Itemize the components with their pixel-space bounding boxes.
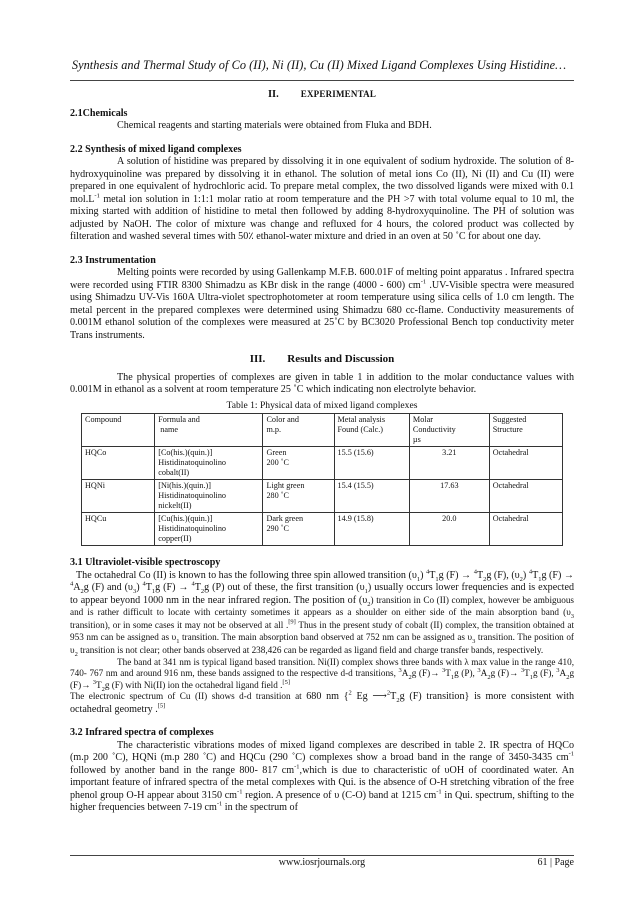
heading-synthesis: 2.2 Synthesis of mixed ligand complexes bbox=[70, 143, 242, 155]
table-row: HQCo [Co(his.)(quin.)] Histidinatoquinolino cobalt(II) Green 200 ˚C 15.5 (15.6) 3.21 Octahedral bbox=[82, 447, 563, 480]
paragraph-chemicals: Chemical reagents and starting materials were obtained from Fluka and BDH. bbox=[117, 120, 432, 131]
table-header-row bbox=[82, 414, 563, 447]
page-number: 61 | Page bbox=[537, 857, 574, 868]
physical-data-table bbox=[81, 413, 563, 546]
header-rule bbox=[70, 80, 574, 81]
heading-instrumentation: 2.3 Instrumentation bbox=[70, 254, 156, 266]
section-title-text: Results and Discussion bbox=[287, 353, 395, 365]
section-title-text: EXPERIMENTAL bbox=[300, 89, 377, 99]
section-number: II. bbox=[267, 89, 279, 100]
header-cell: Formula and name bbox=[155, 414, 263, 447]
paragraph-instrumentation: Melting points were recorded by using Gallenkamp M.F.B. 600.01F of melting point apparatus . Infrared spectra were recorded using FTIR 8300 Shimadzu as KBr disk in the range (4000 - 600) $cm^{-1}$ .UV-Visible spectra were measured using Shimadzu UV-Vis 160A Ultra-violet spectrophotometer at room temperature using silica cells of 1.0 cm length. The metal percent in the prepared complexes were determined using Shimadzu 680 cc-flame. Conductivity measurements of 0.001M ethanol solution of the complexes were measured at 25˚C by BC3020 Professional Bench top conductivity meter Trans instruments. bbox=[70, 267, 574, 341]
paragraph-uv-vis-cobalt: The octahedral Co (II) is known to has the following three spin allowed transition $(\upsilon_1)$ $^4T_1g$ $(F) \to ^4T_2g$ (F), $(\upsilon_2)$ $^4T_1g$ $(F) \to ^4A_2g$ (F) and $(\upsilon_3)$ $^4T_1g$ $(F) \to ^4T_2g$ (P) out of these, the first transition $(\upsilon_1)$ usually occurs lower frequencies and is expected to appear beyond 1000 nm in the near infrared region. The position of $(\upsilon_2)$ transition in Co (II) complex, however be ambiguous and is rather difficult to locate with certainty sometimes it appears as a shoulder on either side of the main absorption band ($\upsilon_3$ transition), or in some cases it may not be observed at all .[9] Thus in the present study of cobalt (II) complex, the transition obtained at 953 nm can be assigned as $\upsilon_1$ transition. The main absorption band observed at 752 nm can be assigned as $\upsilon_3$ transition. The position of $\upsilon_2$ transition is not clear; other bands observed at 238,426 can be regarded as ligand field and charge transfer bands, respectively. bbox=[70, 568, 575, 658]
paragraph-uv-vis-copper: The electronic spectrum of Cu (II) shows d-d transition at 680 nm {$^2$ Eg $⟶^2T_2g$ (F) transition} is more consistent with octahedral geometry .[5] bbox=[70, 689, 574, 715]
page-body bbox=[70, 88, 574, 815]
paragraph-uv-vis-nickel: The band at 341 nm is typical ligand based transition. Ni(II) complex shows three bands with λ max value in the range 410, 740- 767 nm and around 916 nm, these bands assigned to the respective d-d transitions, $^3A_2g$ $(F)\to ^3T_1g$ (P), $^3A_2g$ $(F)\to ^3T_1g$ (F), $^3A_2g$ $(F)\to ^3T_2g$ (F) with Ni(II) ion the octahedral ligand field .[5] bbox=[70, 657, 575, 693]
journal-url[interactable]: www.iosrjournals.org bbox=[278, 857, 366, 868]
header-cell: Molar Conductivity µs bbox=[409, 414, 489, 447]
heading-uv-vis: 3.1 Ultraviolet-visible spectroscopy bbox=[70, 557, 221, 568]
section-experimental-title bbox=[70, 88, 574, 102]
header-cell: Suggested Structure bbox=[489, 414, 562, 447]
paragraph-infrared: The characteristic vibrations modes of mixed ligand complexes are described in table 2. IR spectra of HQCo (m.p 200 ˚C), HQNi (m.p 280 ˚C) and HQCu (290 ˚C) complexes show a broad band in the range of 3450-3435 $cm^{-1}$ followed by another band in the range 800- 817 $cm^{-1},which$ is due to characteristic of υOH of coordinated water. An important feature of infrared spectra of the metal complexes with Qui. is the absence of O-H stretching vibration of the free phenol group O-H appear about 3150 $cm^{-1}$ region. A presence of υ (C-O) band at 1215 $cm^{-1}$ in Qui. spectrum, shifting to the higher frequencies between 7-19 $cm^{-1}$ in the spectrum of bbox=[70, 739, 574, 814]
section-results-title bbox=[70, 353, 574, 366]
table-row: HQNi [Ni(his.)(quin.)] Histidinatoquinolino nickelt(II) Light green 280 ˚C 15.4 (15.5) 17.63 Octahedral bbox=[82, 480, 563, 513]
paragraph-results-intro: The physical properties of complexes are given in table 1 in addition to the molar conductance values with 0.001M in ethanol as a solvent at room temperature 25 ˚C which indicating non electrolyte behavior. bbox=[70, 371, 574, 395]
heading-chemicals: 2.1Chemicals bbox=[70, 107, 128, 119]
header-cell: Metal analysis Found (Calc.) bbox=[334, 414, 409, 447]
section-number: III. bbox=[249, 353, 266, 365]
header-cell: Compound bbox=[82, 414, 155, 447]
footer-rule bbox=[70, 855, 574, 856]
table-caption: Table 1: Physical data of mixed ligand complexes bbox=[226, 399, 418, 411]
header-cell: Color and m.p. bbox=[263, 414, 334, 447]
table-row: HQCu [Cu(his.)(quin.)] Histidinatoquinolino copper(II) Dark green 290 ˚C 14.9 (15.8) 20.0 Octahedral bbox=[82, 513, 563, 546]
heading-infrared: 3.2 Infrared spectra of complexes bbox=[70, 727, 214, 739]
running-header: Synthesis and Thermal Study of Co (II), Ni (II), Cu (II) Mixed Ligand Complexes Using Histidine… bbox=[71, 58, 567, 72]
paragraph-synthesis: A solution of histidine was prepared by dissolving it in one equivalent of sodium hydroxide. The solution of 8-hydroxyquinoline was prepared by dissolving it in ethanol. The solution of metal ions Co (II), Ni (II) and Cu (II) were prepared in one equivalent of hydrochloric acid. To prepare metal complex, the two dissolved ligands were mixed with 0.1 $mol.L^{-1}$ metal ion solution in 1:1:1 molar ratio at room temperature and the PH >7 with total volume equal to 10 ml, the mixing started with addition of histidine to metal then followed by adding 8-hydroxyquinoline. The PH of solution was adjusted by NaOH. The color of mixture was change and refluxed for 4 hours, the colored product was collected by filteration and washed several times with 50٪ ethanol-water mixture and dried in an oven at 50 ˚C for about one day. bbox=[70, 156, 574, 242]
